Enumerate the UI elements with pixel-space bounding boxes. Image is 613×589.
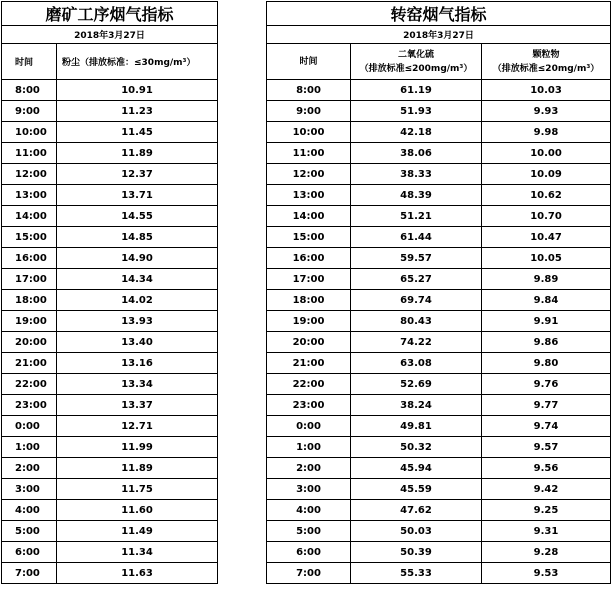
particulate-value-cell: 9.89 — [482, 269, 611, 290]
time-cell: 21:00 — [2, 353, 57, 374]
time-cell: 0:00 — [2, 416, 57, 437]
time-cell: 20:00 — [2, 332, 57, 353]
column-header-time: 时间 — [267, 44, 351, 80]
time-cell: 11:00 — [2, 143, 57, 164]
table-row — [267, 164, 611, 185]
particulate-value-cell: 9.80 — [482, 353, 611, 374]
table-row — [2, 353, 218, 374]
time-cell: 19:00 — [2, 311, 57, 332]
dust-value-cell: 13.37 — [57, 395, 218, 416]
table-row — [2, 311, 218, 332]
time-cell: 1:00 — [2, 437, 57, 458]
dust-value-cell: 11.99 — [57, 437, 218, 458]
particulate-value-cell: 10.47 — [482, 227, 611, 248]
time-cell: 12:00 — [2, 164, 57, 185]
particulate-value-cell: 10.03 — [482, 80, 611, 101]
time-cell: 22:00 — [267, 374, 351, 395]
dust-value-cell: 11.75 — [57, 479, 218, 500]
table-title: 转窑烟气指标 — [267, 2, 611, 26]
table-row — [2, 416, 218, 437]
so2-value-cell: 49.81 — [351, 416, 482, 437]
table-row — [2, 437, 218, 458]
time-cell: 4:00 — [267, 500, 351, 521]
table-row — [2, 374, 218, 395]
dust-value-cell: 11.89 — [57, 143, 218, 164]
time-cell: 4:00 — [2, 500, 57, 521]
table-row — [267, 416, 611, 437]
so2-value-cell: 38.24 — [351, 395, 482, 416]
table-row — [2, 563, 218, 584]
particulate-header-line1: 颗粒物 — [532, 49, 560, 60]
table-row — [267, 101, 611, 122]
time-cell: 10:00 — [2, 122, 57, 143]
time-cell: 20:00 — [267, 332, 351, 353]
table-row — [2, 269, 218, 290]
so2-value-cell: 63.08 — [351, 353, 482, 374]
table-row — [2, 80, 218, 101]
particulate-value-cell: 9.57 — [482, 437, 611, 458]
time-cell: 15:00 — [267, 227, 351, 248]
table-row — [267, 227, 611, 248]
table-row — [267, 395, 611, 416]
table-row — [2, 248, 218, 269]
table-row — [267, 479, 611, 500]
time-cell: 6:00 — [267, 542, 351, 563]
dust-value-cell: 14.34 — [57, 269, 218, 290]
dust-value-cell: 13.93 — [57, 311, 218, 332]
time-cell: 22:00 — [2, 374, 57, 395]
table-row — [267, 185, 611, 206]
time-cell: 6:00 — [2, 542, 57, 563]
so2-value-cell: 50.32 — [351, 437, 482, 458]
time-cell: 9:00 — [267, 101, 351, 122]
time-cell: 18:00 — [267, 290, 351, 311]
time-cell: 3:00 — [2, 479, 57, 500]
table-row — [2, 122, 218, 143]
table-row — [2, 479, 218, 500]
dust-value-cell: 13.34 — [57, 374, 218, 395]
dust-value-cell: 14.90 — [57, 248, 218, 269]
particulate-value-cell: 9.84 — [482, 290, 611, 311]
particulate-value-cell: 9.91 — [482, 311, 611, 332]
so2-header-line1: 二氧化硫 — [397, 49, 434, 60]
dust-value-cell: 11.63 — [57, 563, 218, 584]
so2-value-cell: 61.19 — [351, 80, 482, 101]
time-cell: 16:00 — [267, 248, 351, 269]
table-row — [267, 143, 611, 164]
table-row — [267, 80, 611, 101]
so2-value-cell: 74.22 — [351, 332, 482, 353]
time-cell: 7:00 — [2, 563, 57, 584]
dust-value-cell: 14.85 — [57, 227, 218, 248]
particulate-value-cell: 10.05 — [482, 248, 611, 269]
particulate-value-cell: 9.25 — [482, 500, 611, 521]
table-row — [2, 542, 218, 563]
table-row — [267, 500, 611, 521]
dust-value-cell: 11.89 — [57, 458, 218, 479]
time-cell: 16:00 — [2, 248, 57, 269]
time-cell: 14:00 — [267, 206, 351, 227]
time-cell: 8:00 — [2, 80, 57, 101]
table-date: 2018年3月27日 — [2, 26, 218, 44]
dust-value-cell: 12.37 — [57, 164, 218, 185]
time-cell: 5:00 — [267, 521, 351, 542]
so2-value-cell: 69.74 — [351, 290, 482, 311]
dust-value-cell: 11.45 — [57, 122, 218, 143]
time-cell: 17:00 — [267, 269, 351, 290]
particulate-value-cell: 9.76 — [482, 374, 611, 395]
particulate-value-cell: 9.56 — [482, 458, 611, 479]
column-header-particulate — [482, 44, 611, 80]
table-row — [2, 185, 218, 206]
dust-value-cell: 10.91 — [57, 80, 218, 101]
particulate-value-cell: 9.28 — [482, 542, 611, 563]
table-row — [267, 206, 611, 227]
table-row — [2, 521, 218, 542]
so2-value-cell: 80.43 — [351, 311, 482, 332]
particulate-value-cell: 9.42 — [482, 479, 611, 500]
dust-value-cell: 11.23 — [57, 101, 218, 122]
time-cell: 17:00 — [2, 269, 57, 290]
column-header-so2 — [351, 44, 482, 80]
so2-value-cell: 55.33 — [351, 563, 482, 584]
time-cell: 3:00 — [267, 479, 351, 500]
particulate-header-line2: （排放标准≤20mg/m³） — [492, 63, 600, 74]
dust-value-cell: 14.55 — [57, 206, 218, 227]
table-row — [267, 374, 611, 395]
so2-value-cell: 61.44 — [351, 227, 482, 248]
table-row — [2, 290, 218, 311]
so2-value-cell: 52.69 — [351, 374, 482, 395]
particulate-value-cell: 10.09 — [482, 164, 611, 185]
so2-value-cell: 65.27 — [351, 269, 482, 290]
so2-value-cell: 45.59 — [351, 479, 482, 500]
time-cell: 18:00 — [2, 290, 57, 311]
so2-value-cell: 51.93 — [351, 101, 482, 122]
particulate-value-cell: 9.98 — [482, 122, 611, 143]
table-title: 磨矿工序烟气指标 — [2, 2, 218, 26]
table-row — [267, 437, 611, 458]
time-cell: 19:00 — [267, 311, 351, 332]
time-cell: 14:00 — [2, 206, 57, 227]
particulate-value-cell: 10.70 — [482, 206, 611, 227]
table-row — [2, 164, 218, 185]
grinding-flue-gas-table — [1, 1, 218, 584]
so2-value-cell: 45.94 — [351, 458, 482, 479]
table-row — [267, 290, 611, 311]
time-cell: 1:00 — [267, 437, 351, 458]
time-cell: 11:00 — [267, 143, 351, 164]
column-header-dust: 粉尘（排放标准：≤30mg/m³） — [57, 44, 218, 80]
dust-value-cell: 13.40 — [57, 332, 218, 353]
dust-value-cell: 11.49 — [57, 521, 218, 542]
table-row — [2, 332, 218, 353]
table-row — [2, 101, 218, 122]
particulate-value-cell: 9.86 — [482, 332, 611, 353]
particulate-value-cell: 9.93 — [482, 101, 611, 122]
so2-header-line2: （排放标准≤200mg/m³） — [359, 63, 473, 74]
time-cell: 5:00 — [2, 521, 57, 542]
time-cell: 8:00 — [267, 80, 351, 101]
table-row — [267, 332, 611, 353]
dust-value-cell: 13.71 — [57, 185, 218, 206]
time-cell: 10:00 — [267, 122, 351, 143]
so2-value-cell: 48.39 — [351, 185, 482, 206]
dust-value-cell: 11.34 — [57, 542, 218, 563]
table-row — [2, 395, 218, 416]
time-cell: 13:00 — [267, 185, 351, 206]
time-cell: 2:00 — [267, 458, 351, 479]
particulate-value-cell: 10.62 — [482, 185, 611, 206]
table-row — [267, 458, 611, 479]
table-row — [267, 353, 611, 374]
time-cell: 23:00 — [2, 395, 57, 416]
table-row — [267, 563, 611, 584]
so2-value-cell: 59.57 — [351, 248, 482, 269]
time-cell: 13:00 — [2, 185, 57, 206]
table-row — [2, 206, 218, 227]
particulate-value-cell: 9.31 — [482, 521, 611, 542]
kiln-flue-gas-table — [266, 1, 611, 584]
time-cell: 15:00 — [2, 227, 57, 248]
time-cell: 12:00 — [267, 164, 351, 185]
so2-value-cell: 47.62 — [351, 500, 482, 521]
table-row — [267, 521, 611, 542]
table-row — [267, 248, 611, 269]
so2-value-cell: 38.33 — [351, 164, 482, 185]
so2-value-cell: 38.06 — [351, 143, 482, 164]
so2-value-cell: 51.21 — [351, 206, 482, 227]
table-row — [2, 227, 218, 248]
so2-value-cell: 42.18 — [351, 122, 482, 143]
time-cell: 2:00 — [2, 458, 57, 479]
table-date: 2018年3月27日 — [267, 26, 611, 44]
particulate-value-cell: 9.74 — [482, 416, 611, 437]
particulate-value-cell: 9.53 — [482, 563, 611, 584]
dust-value-cell: 14.02 — [57, 290, 218, 311]
dust-value-cell: 11.60 — [57, 500, 218, 521]
so2-value-cell: 50.39 — [351, 542, 482, 563]
time-cell: 21:00 — [267, 353, 351, 374]
so2-value-cell: 50.03 — [351, 521, 482, 542]
column-header-time: 时间 — [2, 44, 57, 80]
table-row — [267, 269, 611, 290]
time-cell: 23:00 — [267, 395, 351, 416]
table-row — [267, 542, 611, 563]
table-row — [2, 458, 218, 479]
dust-value-cell: 12.71 — [57, 416, 218, 437]
time-cell: 7:00 — [267, 563, 351, 584]
table-row — [2, 500, 218, 521]
particulate-value-cell: 9.77 — [482, 395, 611, 416]
time-cell: 9:00 — [2, 101, 57, 122]
table-row — [267, 311, 611, 332]
table-row — [2, 143, 218, 164]
table-row — [267, 122, 611, 143]
particulate-value-cell: 10.00 — [482, 143, 611, 164]
dust-value-cell: 13.16 — [57, 353, 218, 374]
time-cell: 0:00 — [267, 416, 351, 437]
